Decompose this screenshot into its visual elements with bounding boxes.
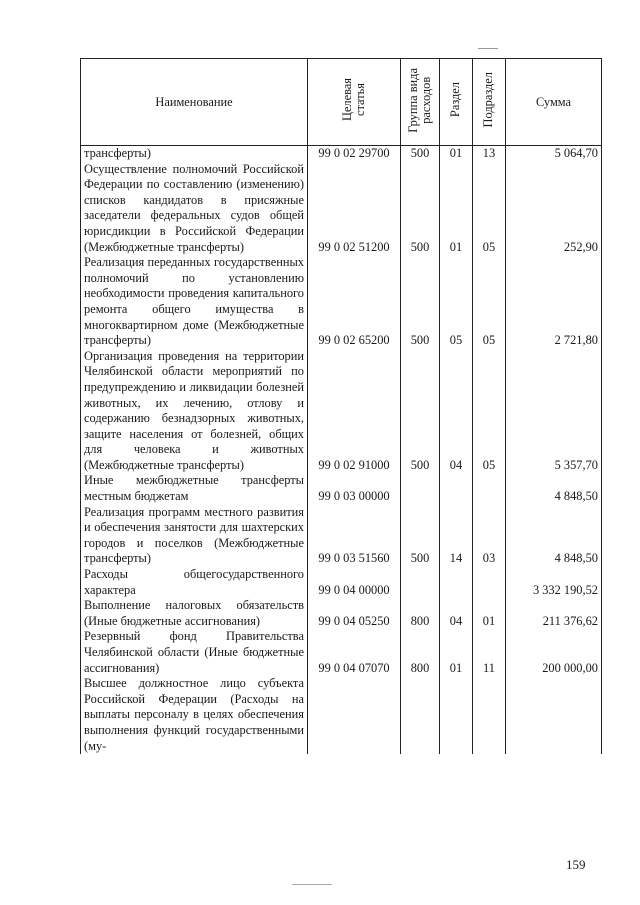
- table-row: [81, 473, 602, 504]
- row-sum: 200 000,00: [506, 629, 602, 676]
- row-section: 04: [440, 349, 473, 474]
- row-group: 500: [401, 349, 440, 474]
- row-sum: [506, 676, 602, 754]
- row-code: 99 0 02 91000: [308, 349, 401, 474]
- header-expense-group-label: Группа вида расходов: [405, 67, 433, 133]
- header-subsection: [473, 59, 506, 146]
- row-code: [308, 676, 401, 754]
- row-subsection: 05: [473, 162, 506, 256]
- row-name: Высшее должностное лицо субъекта Российской Федерации (Расходы на выплаты персоналу в целях обеспечения выполнения функций государственными (му-: [81, 676, 308, 754]
- row-name: трансферты): [81, 146, 308, 162]
- row-code: 99 0 04 00000: [308, 567, 401, 598]
- header-section: [440, 59, 473, 146]
- row-group: 500: [401, 505, 440, 567]
- row-group: 500: [401, 162, 440, 256]
- table-header-row: [81, 59, 602, 146]
- row-name: Расходы общегосударственного характера: [81, 567, 308, 598]
- row-section: 01: [440, 146, 473, 162]
- row-group: [401, 473, 440, 504]
- table-row: [81, 676, 602, 754]
- header-expense-group: [401, 59, 440, 146]
- row-code: 99 0 02 29700: [308, 146, 401, 162]
- row-code: 99 0 02 65200: [308, 255, 401, 349]
- row-name: Организация проведения на территории Челябинской области мероприятий по предупреждению и ликвидации болезней животных, их лечению, отлову и содержанию безнадзорных животных, защите населения от болезней, общих для человека и животных (Межбюджетные трансферты): [81, 349, 308, 474]
- row-subsection: 01: [473, 598, 506, 629]
- budget-table: [80, 58, 602, 754]
- row-name: Реализация программ местного развития и обеспечения занятости для шахтерских городов и поселков (Межбюджетные трансферты): [81, 505, 308, 567]
- table-row: [81, 505, 602, 567]
- table-row: [81, 567, 602, 598]
- row-subsection: [473, 567, 506, 598]
- row-section: [440, 473, 473, 504]
- row-subsection: [473, 676, 506, 754]
- header-target: [308, 59, 401, 146]
- row-sum: 4 848,50: [506, 505, 602, 567]
- row-group: [401, 676, 440, 754]
- table-row: [81, 255, 602, 349]
- row-subsection: 13: [473, 146, 506, 162]
- scan-mark-top: [478, 48, 498, 49]
- table-row: [81, 162, 602, 256]
- header-sum: Сумма: [506, 59, 602, 146]
- table-row: [81, 629, 602, 676]
- header-target-label: Целевая статья: [339, 78, 367, 122]
- row-subsection: 05: [473, 349, 506, 474]
- row-name: Реализация переданных государственных полномочий по установлению необходимости проведения капитального ремонта общего имущества в многоквартирном доме (Межбюджетные трансферты): [81, 255, 308, 349]
- header-subsection-label: Подраздел: [481, 72, 496, 128]
- row-section: 04: [440, 598, 473, 629]
- row-section: 01: [440, 629, 473, 676]
- row-group: 800: [401, 629, 440, 676]
- row-sum: 4 848,50: [506, 473, 602, 504]
- table-row: [81, 598, 602, 629]
- row-subsection: 03: [473, 505, 506, 567]
- header-name: Наименование: [81, 59, 308, 146]
- row-code: 99 0 04 05250: [308, 598, 401, 629]
- header-section-label: Раздел: [448, 82, 463, 118]
- row-subsection: 11: [473, 629, 506, 676]
- row-subsection: 05: [473, 255, 506, 349]
- row-name: Осуществление полномочий Российской Федерации по составлению (изменению) списков кандидатов в присяжные заседатели федеральных судов общей юрисдикции в Российской Федерации (Межбюджетные трансферты): [81, 162, 308, 256]
- row-group: 500: [401, 146, 440, 162]
- row-sum: 5 064,70: [506, 146, 602, 162]
- table-row: [81, 349, 602, 474]
- row-sum: 252,90: [506, 162, 602, 256]
- row-group: 500: [401, 255, 440, 349]
- row-sum: 211 376,62: [506, 598, 602, 629]
- row-code: 99 0 03 00000: [308, 473, 401, 504]
- row-group: 800: [401, 598, 440, 629]
- row-section: 05: [440, 255, 473, 349]
- row-group: [401, 567, 440, 598]
- row-sum: 5 357,70: [506, 349, 602, 474]
- row-section: [440, 567, 473, 598]
- row-code: 99 0 02 51200: [308, 162, 401, 256]
- row-code: 99 0 03 51560: [308, 505, 401, 567]
- row-name: Резервный фонд Правительства Челябинской области (Иные бюджетные ассигнования): [81, 629, 308, 676]
- row-name: Иные межбюджетные трансферты местным бюджетам: [81, 473, 308, 504]
- table-row: [81, 146, 602, 162]
- row-code: 99 0 04 07070: [308, 629, 401, 676]
- page-number: 159: [566, 857, 586, 872]
- row-section: 14: [440, 505, 473, 567]
- row-section: [440, 676, 473, 754]
- row-sum: 3 332 190,52: [506, 567, 602, 598]
- row-sum: 2 721,80: [506, 255, 602, 349]
- row-name: Выполнение налоговых обязательств (Иные бюджетные ассигнования): [81, 598, 308, 629]
- row-section: 01: [440, 162, 473, 256]
- scan-mark-bottom: [292, 884, 332, 885]
- row-subsection: [473, 473, 506, 504]
